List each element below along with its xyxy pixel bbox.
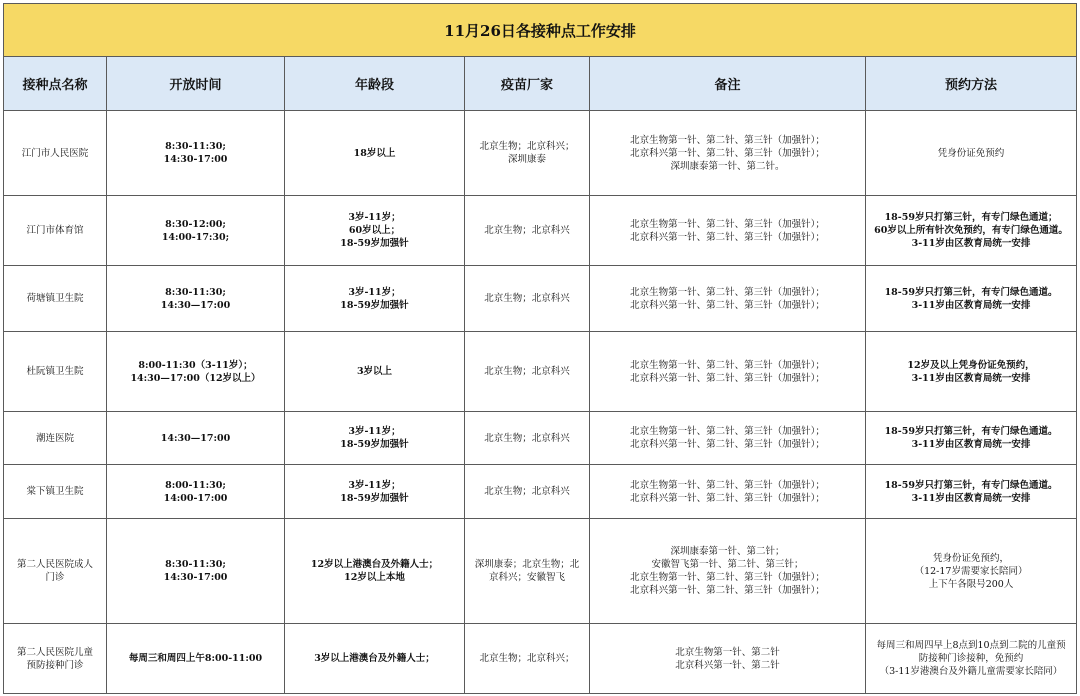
vaccine-maker: 北京生物；北京科兴； 深圳康泰 xyxy=(465,111,590,196)
age-range: 3岁-11岁； 18-59岁加强针 xyxy=(285,412,465,465)
notes: 北京生物第一针、第二针、第三针（加强针）； 北京科兴第一针、第二针、第三针（加强针）； xyxy=(590,196,866,266)
open-time: 8:30-12:00; 14:00-17:30; xyxy=(107,196,285,266)
table-row xyxy=(4,332,1077,412)
booking-method: 凭身份证免预约 xyxy=(866,111,1077,196)
age-range: 3岁-11岁； 18-59岁加强针 xyxy=(285,465,465,519)
site-name: 江门市体育馆 xyxy=(4,196,107,266)
open-time: 每周三和周四上午8:00-11:00 xyxy=(107,624,285,694)
table-row xyxy=(4,111,1077,196)
table-row xyxy=(4,266,1077,332)
header-site-name: 接种点名称 xyxy=(4,57,107,111)
booking-method: 18-59岁只打第三针，有专门绿色通道。 3-11岁由区教育局统一安排 xyxy=(866,465,1077,519)
site-name: 第二人民医院儿童 预防接种门诊 xyxy=(4,624,107,694)
booking-method: 18-59岁只打第三针，有专门绿色通道。 3-11岁由区教育局统一安排 xyxy=(866,266,1077,332)
vaccine-maker: 深圳康泰；北京生物；北 京科兴；安徽智飞 xyxy=(465,519,590,624)
page-title: 11月26日各接种点工作安排 xyxy=(4,4,1077,57)
booking-method: 每周三和周四早上8点到10点到二院的儿童预 防接种门诊接种，免预约 （3-11岁港澳台及外籍儿童需要家长陪同） xyxy=(866,624,1077,694)
notes: 北京生物第一针、第二针、第三针（加强针）； 北京科兴第一针、第二针、第三针（加强针）； xyxy=(590,332,866,412)
site-name: 第二人民医院成人 门诊 xyxy=(4,519,107,624)
booking-method: 18-59岁只打第三针，有专门绿色通道。 3-11岁由区教育局统一安排 xyxy=(866,412,1077,465)
notes: 北京生物第一针、第二针、第三针（加强针）； 北京科兴第一针、第二针、第三针（加强针）； xyxy=(590,465,866,519)
open-time: 8:30-11:30; 14:30—17:00 xyxy=(107,266,285,332)
age-range: 3岁-11岁； 18-59岁加强针 xyxy=(285,266,465,332)
schedule-document xyxy=(3,3,1076,693)
booking-method: 凭身份证免预约， （12-17岁需要家长陪同） 上下午各限号200人 xyxy=(866,519,1077,624)
site-name: 棠下镇卫生院 xyxy=(4,465,107,519)
schedule-table xyxy=(3,3,1077,694)
vaccine-maker: 北京生物；北京科兴 xyxy=(465,266,590,332)
open-time: 8:00-11:30; 14:00-17:00 xyxy=(107,465,285,519)
table-row xyxy=(4,412,1077,465)
header-age-range: 年龄段 xyxy=(285,57,465,111)
table-row xyxy=(4,624,1077,694)
open-time: 14:30—17:00 xyxy=(107,412,285,465)
vaccine-maker: 北京生物；北京科兴 xyxy=(465,332,590,412)
age-range: 3岁以上港澳台及外籍人士； xyxy=(285,624,465,694)
booking-method: 12岁及以上凭身份证免预约， 3-11岁由区教育局统一安排 xyxy=(866,332,1077,412)
vaccine-maker: 北京生物；北京科兴 xyxy=(465,412,590,465)
header-open-time: 开放时间 xyxy=(107,57,285,111)
site-name: 荷塘镇卫生院 xyxy=(4,266,107,332)
open-time: 8:00-11:30（3-11岁）； 14:30—17:00（12岁以上） xyxy=(107,332,285,412)
header-notes: 备注 xyxy=(590,57,866,111)
age-range: 3岁以上 xyxy=(285,332,465,412)
site-name: 江门市人民医院 xyxy=(4,111,107,196)
header-vaccine-maker: 疫苗厂家 xyxy=(465,57,590,111)
open-time: 8:30-11:30; 14:30-17:00 xyxy=(107,111,285,196)
notes: 北京生物第一针、第二针、第三针（加强针）； 北京科兴第一针、第二针、第三针（加强针）； xyxy=(590,412,866,465)
table-row xyxy=(4,196,1077,266)
age-range: 3岁-11岁； 60岁以上； 18-59岁加强针 xyxy=(285,196,465,266)
table-row xyxy=(4,465,1077,519)
site-name: 杜阮镇卫生院 xyxy=(4,332,107,412)
vaccine-maker: 北京生物；北京科兴 xyxy=(465,465,590,519)
age-range: 12岁以上港澳台及外籍人士； 12岁以上本地 xyxy=(285,519,465,624)
title-row xyxy=(4,4,1077,57)
booking-method: 18-59岁只打第三针，有专门绿色通道； 60岁以上所有针次免预约，有专门绿色通道。 3-11岁由区教育局统一安排 xyxy=(866,196,1077,266)
vaccine-maker: 北京生物；北京科兴 xyxy=(465,196,590,266)
site-name: 潮连医院 xyxy=(4,412,107,465)
open-time: 8:30-11:30; 14:30-17:00 xyxy=(107,519,285,624)
notes: 北京生物第一针、第二针、第三针（加强针）； 北京科兴第一针、第二针、第三针（加强针）； 深圳康泰第一针、第二针。 xyxy=(590,111,866,196)
table-row xyxy=(4,519,1077,624)
notes: 北京生物第一针、第二针、第三针（加强针）； 北京科兴第一针、第二针、第三针（加强针）； xyxy=(590,266,866,332)
age-range: 18岁以上 xyxy=(285,111,465,196)
notes: 北京生物第一针、第二针 北京科兴第一针、第二针 xyxy=(590,624,866,694)
notes: 深圳康泰第一针、第二针； 安徽智飞第一针、第二针、第三针； 北京生物第一针、第二针、第三针（加强针）； 北京科兴第一针、第二针、第三针（加强针）； xyxy=(590,519,866,624)
vaccine-maker: 北京生物；北京科兴； xyxy=(465,624,590,694)
header-booking-method: 预约方法 xyxy=(866,57,1077,111)
header-row xyxy=(4,57,1077,111)
